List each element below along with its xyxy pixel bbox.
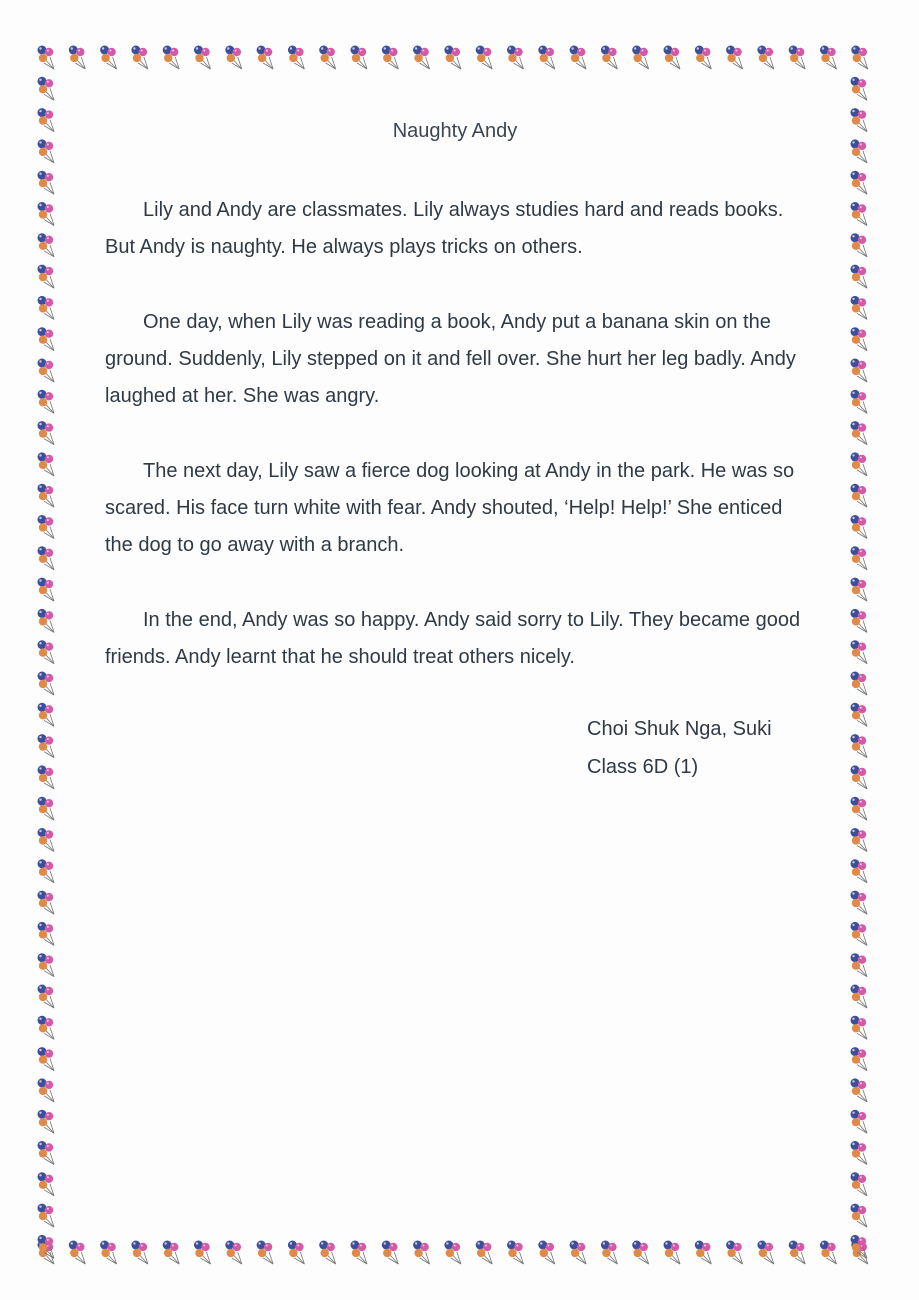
balloon-bunch-icon [38, 953, 55, 977]
balloon-bunch-icon [851, 859, 868, 883]
balloon-bunch-icon [319, 46, 336, 70]
balloon-bunch-icon [38, 171, 55, 195]
balloon-bunch-icon [851, 515, 868, 539]
balloon-bunch-icon [476, 46, 493, 70]
balloon-bunch-icon [851, 139, 868, 163]
balloon-bunch-icon [163, 1241, 180, 1265]
balloon-bunch-icon [38, 1078, 55, 1102]
balloon-bunch-icon [851, 765, 868, 789]
balloon-bunch-icon [38, 891, 55, 915]
balloon-bunch-icon [757, 46, 774, 70]
balloon-bunch-icon [444, 1241, 461, 1265]
balloon-bunch-icon [257, 46, 274, 70]
balloon-bunch-icon [851, 891, 868, 915]
story-paragraph-4: In the end, Andy was so happy. Andy said sorry to Lily. They became good friends. Andy learnt that he should treat others nicely. [105, 609, 801, 668]
balloon-bunch-icon [194, 46, 211, 70]
balloon-bunch-icon [38, 578, 55, 602]
balloon-bunch-icon [851, 609, 868, 633]
balloon-bunch-icon [851, 1016, 868, 1040]
balloon-bunch-icon [601, 46, 618, 70]
balloon-bunch-icon [38, 859, 55, 883]
balloon-bunch-icon [851, 265, 868, 289]
balloon-bunch-icon [851, 233, 868, 256]
story-paragraph-1: Lily and Andy are classmates. Lily always studies hard and reads books. But Andy is naughty. He always plays tricks on others. [105, 199, 784, 258]
balloon-bunch-icon [38, 703, 55, 727]
balloon-bunch-icon [851, 77, 868, 101]
balloon-bunch-icon [382, 1241, 399, 1265]
balloon-bunch-icon [194, 1241, 211, 1265]
balloon-bunch-icon [851, 703, 868, 727]
balloon-bunch-icon [38, 327, 55, 351]
balloon-bunch-icon [38, 985, 55, 1009]
balloon-bunch-icon [38, 640, 55, 664]
balloon-bunch-icon [507, 1241, 524, 1265]
balloon-bunch-icon [38, 108, 55, 132]
balloon-bunch-icon [38, 1110, 55, 1134]
balloon-bunch-icon [851, 672, 868, 696]
balloon-bunch-icon [38, 1141, 55, 1165]
balloon-bunch-icon [38, 609, 55, 633]
balloon-bunch-icon [851, 546, 868, 570]
balloon-bunch-icon [507, 46, 524, 70]
balloon-bunch-icon [38, 421, 55, 445]
balloon-bunch-icon [851, 46, 868, 70]
balloon-bunch-icon [38, 390, 55, 414]
balloon-bunch-icon [38, 828, 55, 852]
balloon-bunch-icon [38, 202, 55, 226]
balloon-bunch-icon [38, 515, 55, 539]
balloon-bunch-icon [288, 46, 305, 70]
balloon-bunch-icon [69, 46, 86, 70]
balloon-bunch-icon [570, 1241, 587, 1265]
balloon-bunch-icon [851, 578, 868, 602]
balloon-bunch-icon [789, 46, 806, 70]
balloon-bunch-icon [851, 1172, 868, 1196]
balloon-bunch-icon [851, 922, 868, 946]
balloon-bunch-icon [319, 1241, 336, 1265]
balloon-bunch-icon [851, 108, 868, 132]
balloon-bunch-icon [695, 1241, 712, 1265]
balloon-bunch-icon [851, 1204, 868, 1228]
balloon-bunch-icon [851, 1078, 868, 1102]
balloon-bunch-icon [38, 797, 55, 821]
story-content [105, 112, 805, 714]
balloon-bunch-icon [38, 922, 55, 946]
balloon-bunch-icon [538, 1241, 555, 1265]
balloon-bunch-icon [757, 1241, 774, 1265]
balloon-bunch-icon [351, 46, 368, 70]
balloon-bunch-icon [38, 452, 55, 476]
balloon-bunch-icon [225, 46, 242, 70]
balloon-bunch-icon [851, 797, 868, 821]
balloon-bunch-icon [851, 327, 868, 351]
balloon-bunch-icon [38, 734, 55, 758]
author-class: Class 6D (1) [587, 756, 699, 778]
balloon-bunch-icon [851, 202, 868, 226]
balloon-bunch-icon [38, 359, 55, 383]
balloon-bunch-icon [851, 1110, 868, 1134]
balloon-bunch-icon [820, 1241, 837, 1265]
balloon-bunch-icon [38, 1204, 55, 1228]
balloon-bunch-icon [601, 1241, 618, 1265]
balloon-bunch-icon [225, 1241, 242, 1265]
balloon-bunch-icon [69, 1241, 86, 1265]
balloon-bunch-icon [38, 77, 55, 101]
balloon-bunch-icon [695, 46, 712, 70]
balloon-bunch-icon [351, 1241, 368, 1265]
balloon-bunch-icon [851, 171, 868, 195]
balloon-bunch-icon [851, 985, 868, 1009]
balloon-bunch-icon [413, 46, 430, 70]
balloon-bunch-icon [726, 1241, 743, 1265]
balloon-bunch-icon [131, 1241, 148, 1265]
balloon-bunch-icon [664, 46, 681, 70]
balloon-bunch-icon [382, 46, 399, 70]
balloon-bunch-icon [820, 46, 837, 70]
balloon-bunch-icon [851, 484, 868, 508]
balloon-bunch-icon [851, 390, 868, 414]
balloon-bunch-icon [851, 452, 868, 476]
author-name: Choi Shuk Nga, Suki [587, 718, 772, 740]
balloon-bunch-icon [38, 296, 55, 320]
balloon-bunch-icon [851, 296, 868, 320]
balloon-bunch-icon [100, 46, 117, 70]
story-paragraph-2: One day, when Lily was reading a book, Andy put a banana skin on the ground. Suddenly, Lily stepped on it and fell over. She hurt her leg badly. Andy laughed at her. She was angry. [105, 311, 796, 407]
balloon-bunch-icon [851, 421, 868, 445]
author-signature [587, 710, 772, 786]
balloon-bunch-icon [851, 640, 868, 664]
balloon-bunch-icon [851, 359, 868, 383]
balloon-bunch-icon [38, 1172, 55, 1196]
balloon-bunch-icon [789, 1241, 806, 1265]
balloon-bunch-icon [632, 1241, 649, 1265]
balloon-bunch-icon [257, 1241, 274, 1265]
balloon-bunch-icon [851, 1141, 868, 1165]
balloon-bunch-icon [288, 1241, 305, 1265]
balloon-bunch-icon [131, 46, 148, 70]
balloon-bunch-icon [476, 1241, 493, 1265]
balloon-bunch-icon [38, 546, 55, 570]
balloon-bunch-icon [538, 46, 555, 70]
balloon-bunch-icon [851, 953, 868, 977]
balloon-bunch-icon [570, 46, 587, 70]
story-title: Naughty Andy [392, 120, 518, 142]
balloon-bunch-icon [38, 233, 55, 256]
balloon-bunch-icon [413, 1241, 430, 1265]
balloon-bunch-icon [38, 46, 55, 70]
balloon-bunch-icon [38, 265, 55, 289]
balloon-bunch-icon [38, 484, 55, 508]
balloon-bunch-icon [38, 765, 55, 789]
balloon-bunch-icon [163, 46, 180, 70]
balloon-bunch-icon [38, 1016, 55, 1040]
balloon-bunch-icon [664, 1241, 681, 1265]
balloon-bunch-icon [851, 828, 868, 852]
balloon-bunch-icon [38, 139, 55, 163]
balloon-bunch-icon [100, 1241, 117, 1265]
balloon-bunch-icon [726, 46, 743, 70]
story-paragraph-3: The next day, Lily saw a fierce dog looking at Andy in the park. He was so scared. His face turn white with fear. Andy shouted, ‘Help! Help!’ She enticed the dog to go away with a branch. [105, 460, 795, 556]
balloon-bunch-icon [851, 1047, 868, 1071]
balloon-bunch-icon [38, 1047, 55, 1071]
balloon-bunch-icon [851, 734, 868, 758]
balloon-bunch-icon [632, 46, 649, 70]
balloon-bunch-icon [444, 46, 461, 70]
balloon-bunch-icon [38, 672, 55, 696]
